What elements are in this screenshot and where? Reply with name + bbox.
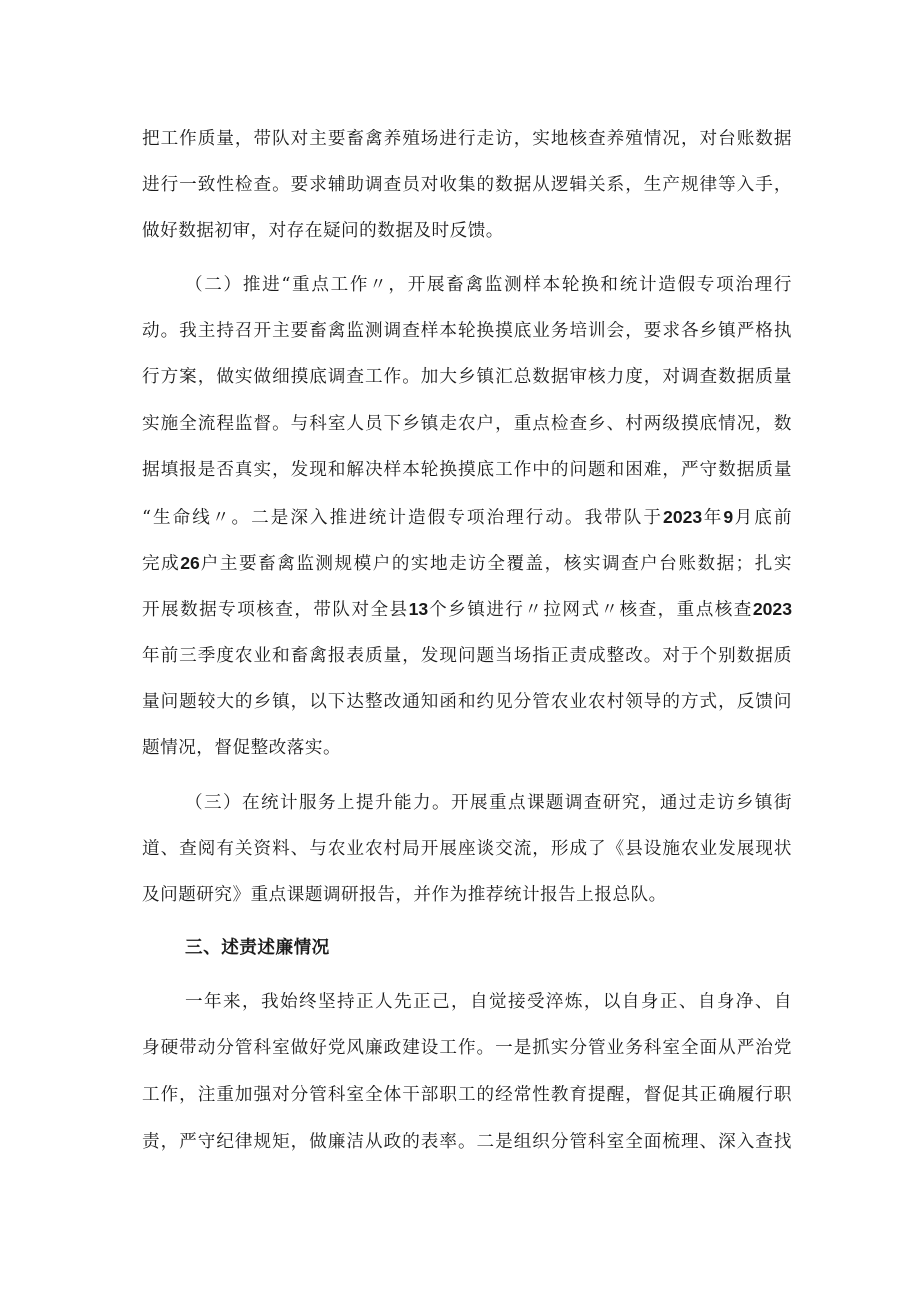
paragraph-1-line-1: 把工作质量，带队对主要畜禽养殖场进行走访，实地核查养殖情况，对台账数据 (142, 129, 792, 149)
paragraph-2-line-6-text-a: “生命线〃。二是深入推进统计造假专项治理行动。我带队于 (142, 508, 664, 528)
paragraph-3-line-1: （三）在统计服务上提升能力。开展重点课题调查研究，通过走访乡镇街 (185, 793, 792, 813)
paragraph-2-line-11: 题情况，督促整改落实。 (142, 738, 342, 758)
paragraph-2-line-6-text-b: 年 (702, 508, 724, 528)
paragraph-1-line-2: 进行一致性检查。要求辅助调查员对收集的数据从逻辑关系，生产规律等入手， (142, 175, 792, 195)
paragraph-2-line-6 (142, 502, 792, 532)
paragraph-2-line-7 (142, 548, 792, 578)
paragraph-2-line-2: 动。我主持召开主要畜禽监测调查样本轮换摸底业务培训会，要求各乡镇严格执 (142, 321, 792, 341)
month-9: 9 (723, 507, 734, 527)
paragraph-2-line-7-text-b: 户主要畜禽监测规模户的实地走访全覆盖，核实调查户台账数据；扎实 (199, 554, 792, 574)
paragraph-2-line-4: 实施全流程监督。与科室人员下乡镇走农户，重点检查乡、村两级摸底情况，数 (142, 414, 792, 434)
count-26: 26 (180, 553, 200, 573)
paragraph-2-line-5: 据填报是否真实，发现和解决样本轮换摸底工作中的问题和困难，严守数据质量 (142, 460, 792, 480)
year-2023: 2023 (663, 507, 703, 527)
paragraph-2-line-8-text-b: 个乡镇进行〃拉网式〃核查，重点核查 (428, 600, 753, 620)
paragraph-3-line-2: 道、查阅有关资料、与农业农村局开展座谈交流，形成了《县设施农业发展现状 (142, 839, 792, 859)
paragraph-2-line-10: 量问题较大的乡镇，以下达整改通知函和约见分管农业农村领导的方式，反馈问 (142, 692, 792, 712)
paragraph-3-line-3: 及问题研究》重点课题调研报告，并作为推荐统计报告上报总队。 (142, 885, 667, 905)
paragraph-2-line-1: （二）推进“重点工作〃，开展畜禽监测样本轮换和统计造假专项治理行 (185, 275, 792, 295)
paragraph-4-line-4: 责，严守纪律规矩，做廉洁从政的表率。二是组织分管科室全面梳理、深入查找 (142, 1132, 792, 1152)
paragraph-2-line-3: 行方案，做实做细摸底调查工作。加大乡镇汇总数据审核力度，对调查数据质量 (142, 367, 792, 387)
year-2023-b: 2023 (752, 599, 792, 619)
paragraph-2-line-7-text-a: 完成 (142, 554, 181, 574)
count-13: 13 (408, 599, 429, 619)
paragraph-2-line-6-text-c: 月底前 (733, 508, 792, 528)
paragraph-1-line-3: 做好数据初审，对存在疑问的数据及时反馈。 (142, 221, 504, 241)
paragraph-4-line-3: 工作，注重加强对分管科室全体干部职工的经常性教育提醒，督促其正确履行职 (142, 1085, 792, 1105)
paragraph-4-line-1: 一年来，我始终坚持正人先正己，自觉接受淬炼，以自身正、自身净、自 (185, 992, 792, 1012)
paragraph-2-line-9: 年前三季度农业和畜禽报表质量，发现问题当场指正责成整改。对于个别数据质 (142, 646, 792, 666)
paragraph-4-line-2: 身硬带动分管科室做好党风廉政建设工作。一是抓实分管业务科室全面从严治党 (142, 1038, 792, 1058)
section-heading-3: 三、述责述廉情况 (185, 937, 330, 958)
paragraph-2-line-8 (142, 594, 792, 624)
paragraph-2-line-8-text-a: 开展数据专项核查，带队对全县 (142, 600, 409, 620)
